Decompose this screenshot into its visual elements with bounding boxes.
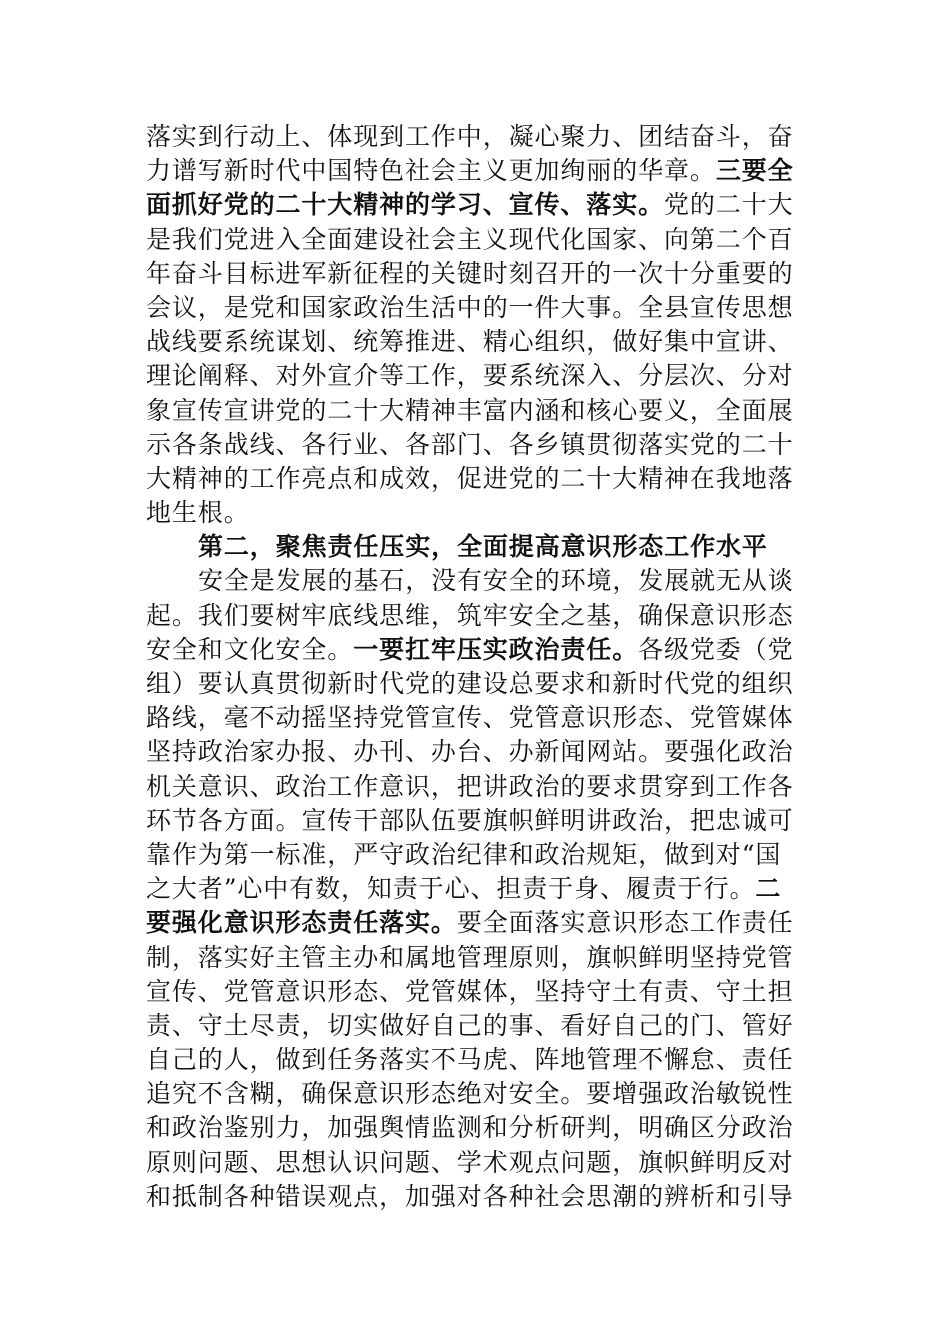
text-segment: 追究不含糊，确保意识形态绝对安全。要增强政治敏锐性 [146, 1079, 794, 1109]
text-segment: 要全面落实意识形态工作责任 [456, 908, 794, 938]
text-line [146, 1111, 806, 1145]
text-line [146, 564, 806, 598]
bold-text-segment: 三要全 [715, 156, 794, 186]
text-segment: 路线，毫不动摇坚持党管宣传、党管意识形态、党管媒体 [146, 703, 794, 733]
text-segment: 年奋斗目标进军新征程的关键时刻召开的一次十分重要的 [146, 258, 794, 288]
text-segment: 起。我们要树牢底线思维，筑牢安全之基，确保意识形态 [146, 600, 794, 630]
text-line [146, 359, 806, 393]
bold-text-segment: 一要扛牢压实政治责任。 [353, 634, 639, 664]
text-segment: 环节各方面。宣传干部队伍要旗帜鲜明讲政治，把忠诚可 [146, 805, 794, 835]
text-line [146, 154, 806, 188]
text-line [146, 120, 806, 154]
text-segment: 是我们党进入全面建设社会主义现代化国家、向第二个百 [146, 224, 794, 254]
text-segment: 示各条战线、各行业、各部门、各乡镇贯彻落实党的二十 [146, 429, 794, 459]
text-segment: 安全和文化安全。 [146, 634, 354, 664]
text-line [146, 325, 806, 359]
text-line [146, 1146, 806, 1180]
text-line [146, 1043, 806, 1077]
text-segment: 战线要系统谋划、统筹推进、精心组织，做好集中宣讲、 [146, 327, 794, 357]
text-segment: 宣传、党管意识形态、党管媒体，坚持守土有责、守土担 [146, 976, 794, 1006]
text-line [146, 872, 806, 906]
body-text [146, 120, 806, 1214]
text-line [146, 496, 806, 530]
text-line [146, 462, 806, 496]
text-segment: 责、守土尽责，切实做好自己的事、看好自己的门、管好 [146, 1010, 794, 1040]
text-line [146, 1009, 806, 1043]
text-line [146, 633, 806, 667]
text-line [146, 1077, 806, 1111]
text-segment: 坚持政治家办报、办刊、办台、办新闻网站。要强化政治 [146, 737, 794, 767]
text-line [146, 291, 806, 325]
text-segment: 地生根。 [146, 498, 250, 528]
bold-text-segment: 要强化意识形态责任落实。 [146, 908, 457, 938]
text-line [146, 223, 806, 257]
text-line [146, 1180, 806, 1214]
text-segment: 党的二十大 [664, 190, 794, 220]
bold-text-segment: 面抓好党的二十大精神的学习、宣传、落实。 [146, 190, 665, 220]
text-segment: 制，落实好主管主办和属地管理原则，旗帜鲜明坚持党管 [146, 942, 794, 972]
text-line [146, 428, 806, 462]
text-line [146, 701, 806, 735]
section-heading [146, 530, 806, 564]
text-line [146, 906, 806, 940]
text-segment: 组）要认真贯彻新时代党的建设总要求和新时代党的组织 [146, 669, 794, 698]
text-segment: 和政治鉴别力，加强舆情监测和分析研判，明确区分政治 [146, 1113, 794, 1143]
text-line [146, 394, 806, 428]
text-line [146, 667, 806, 701]
text-segment: 理论阐释、对外宣介等工作，要系统深入、分层次、分对 [146, 361, 794, 391]
text-segment: 象宣传宣讲党的二十大精神丰富内涵和核心要义，全面展 [146, 395, 794, 425]
text-line [146, 188, 806, 222]
text-segment: 大精神的工作亮点和成效，促进党的二十大精神在我地落 [146, 463, 794, 493]
text-line [146, 941, 806, 975]
text-line [146, 770, 806, 804]
text-line [146, 257, 806, 291]
bold-text-segment: 二 [755, 874, 782, 904]
text-line [146, 838, 806, 872]
text-segment: 之大者”心中有数，知责于心、担责于身、履责于行。 [146, 874, 756, 904]
text-line [146, 975, 806, 1009]
text-line [146, 735, 806, 769]
text-line [146, 804, 806, 838]
text-segment: 靠作为第一标准，严守政治纪律和政治规矩，做到对“国 [146, 839, 782, 869]
text-segment: 各级党委（党 [638, 634, 794, 664]
text-segment: 和抵制各种错误观点，加强对各种社会思潮的辨析和引导 [146, 1181, 794, 1211]
text-segment: 会议，是党和国家政治生活中的一件大事。全县宣传思想 [146, 292, 794, 322]
text-line [146, 599, 806, 633]
text-segment: 原则问题、思想认识问题、学术观点问题，旗帜鲜明反对 [146, 1147, 794, 1177]
text-segment: 力谱写新时代中国特色社会主义更加绚丽的华章。 [146, 156, 716, 186]
bold-text-segment: 第二，聚焦责任压实，全面提高意识形态工作水平 [198, 532, 768, 562]
text-segment: 安全是发展的基石，没有安全的环境，发展就无从谈 [198, 566, 794, 596]
text-segment: 自己的人，做到任务落实不马虎、阵地管理不懈怠、责任 [146, 1045, 794, 1075]
text-segment: 落实到行动上、体现到工作中，凝心聚力、团结奋斗，奋 [146, 122, 794, 151]
text-segment: 机关意识、政治工作意识，把讲政治的要求贯穿到工作各 [146, 771, 794, 801]
